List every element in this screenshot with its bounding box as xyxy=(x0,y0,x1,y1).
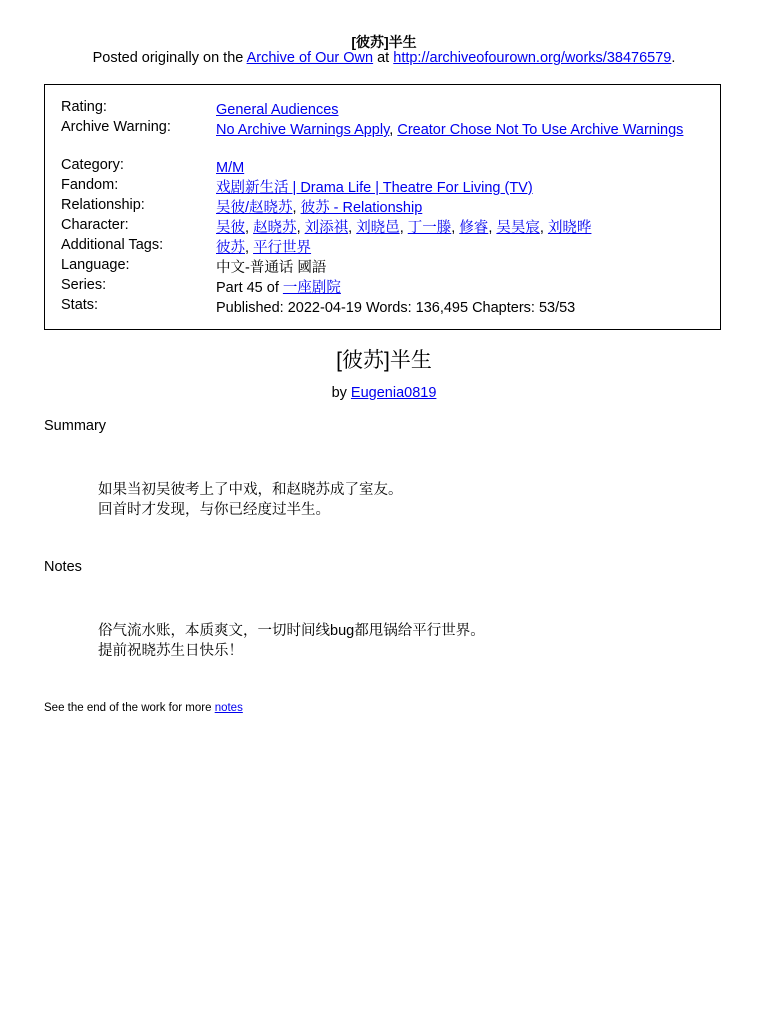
author-link[interactable]: Eugenia0819 xyxy=(350,385,437,401)
series-link[interactable]: 一座剧院 xyxy=(282,280,341,296)
meta-label: Language: xyxy=(61,257,130,273)
archive-link[interactable]: Archive of Our Own xyxy=(246,50,374,66)
character-link[interactable]: 刘添祺 xyxy=(304,220,349,236)
byline xyxy=(0,385,768,401)
character-link[interactable]: 吴昊宸 xyxy=(496,220,540,236)
meta-label: Additional Tags: xyxy=(61,237,164,253)
character-link[interactable]: 刘晓邑 xyxy=(356,220,400,236)
notes-line: 俗气流水账，本质爽文，一切时间线bug都甩锅给平行世界。 xyxy=(98,623,485,639)
end-notes-pointer xyxy=(44,702,243,714)
character-link[interactable]: 赵晓苏 xyxy=(253,220,297,236)
summary-text xyxy=(98,480,403,520)
by-prefix: by xyxy=(331,385,351,401)
summary-heading: Summary xyxy=(44,418,107,434)
series-prefix: Part 45 of xyxy=(216,280,283,296)
rating-link[interactable]: General Audiences xyxy=(216,102,339,118)
character-link[interactable]: 修睿 xyxy=(459,220,489,236)
notes-text xyxy=(98,621,485,661)
tag-link[interactable]: 彼苏 xyxy=(216,240,245,256)
work-title: [彼苏]半生 xyxy=(336,349,432,372)
notes-heading: Notes xyxy=(44,559,82,575)
language-value: 中文-普通话 國語 xyxy=(216,260,327,276)
meta-label: Category: xyxy=(61,157,124,173)
work-url-link[interactable]: http://archiveofourown.org/works/38476579 xyxy=(393,50,672,66)
notes-link[interactable]: notes xyxy=(214,702,243,714)
meta-label: Archive Warning: xyxy=(61,119,171,135)
fandom-link[interactable]: 戏剧新生活 | Drama Life | Theatre For Living (TV) xyxy=(216,180,533,196)
relationship-link[interactable]: 吴彼/赵晓苏 xyxy=(216,200,293,216)
tag-link[interactable]: 平行世界 xyxy=(253,240,312,256)
relationship-link[interactable]: 彼苏 - Relationship xyxy=(300,200,423,216)
meta-label: Series: xyxy=(61,277,107,293)
summary-line: 如果当初吴彼考上了中戏，和赵晓苏成了室友。 xyxy=(98,482,403,498)
notes-line: 提前祝晓苏生日快乐！ xyxy=(98,643,243,659)
meta-label: Rating: xyxy=(61,99,107,115)
meta-label: Fandom: xyxy=(61,177,119,193)
header-title: [彼苏]半生 xyxy=(351,34,417,50)
posted-mid: at xyxy=(373,50,394,66)
category-link[interactable]: M/M xyxy=(216,160,245,176)
character-link[interactable]: 刘晓晔 xyxy=(547,220,592,236)
meta-label: Character: xyxy=(61,217,129,233)
character-link[interactable]: 丁一滕 xyxy=(407,220,452,236)
summary-line: 回首时才发现，与你已经度过半生。 xyxy=(98,502,330,518)
meta-box: Rating: General Audiences Archive Warning: No Archive Warnings Apply, Creator Chose Not To Use Archive Warnings Category: M/M Fandom: 戏剧新生活 | Drama Life | Theatre For Living (TV) Relationship: 吴彼/赵晓苏, 彼苏 - Relationship Character: 吴彼, 赵晓苏, 刘添祺, 刘晓邑, 丁一滕, 修睿, 吴昊宸, 刘晓晔 Additional Tags: 彼苏, 平行世界 Language: 中文-普通话 國語 Series: Part 45 of 一座剧院 Stats: Published: 2022-04-19 Words: 136,495 Chapters: 53/53 xyxy=(44,84,721,330)
posted-suffix: . xyxy=(671,50,676,66)
warning-link[interactable]: Creator Chose Not To Use Archive Warnings xyxy=(397,122,684,138)
posted-line xyxy=(0,50,768,66)
meta-label: Stats: xyxy=(61,297,99,313)
stats-value: Published: 2022-04-19 Words: 136,495 Chapters: 53/53 xyxy=(216,300,576,316)
character-link[interactable]: 吴彼 xyxy=(216,220,245,236)
posted-prefix: Posted originally on the xyxy=(92,50,247,66)
meta-label: Relationship: xyxy=(61,197,145,213)
endnote-prefix: See the end of the work for more xyxy=(44,702,215,714)
warning-link[interactable]: No Archive Warnings Apply xyxy=(216,122,390,138)
